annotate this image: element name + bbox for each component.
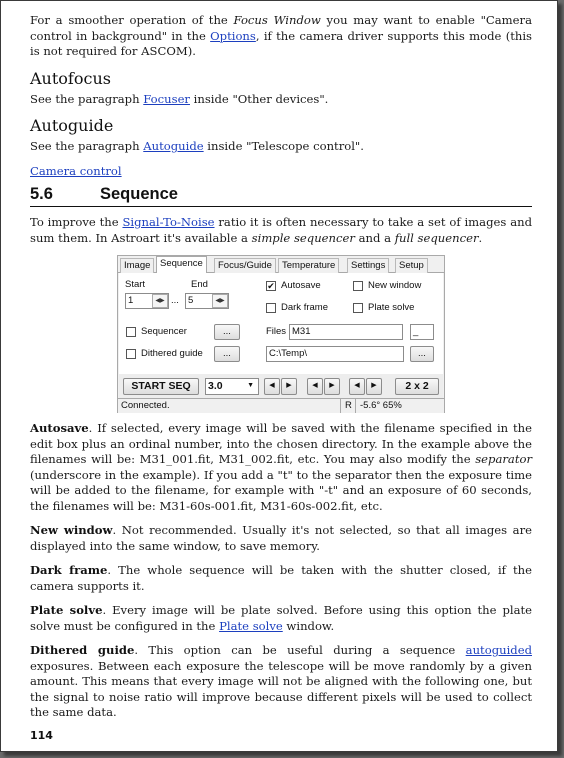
sequence-intro-paragraph bbox=[30, 215, 532, 246]
plate-solve-term: Plate solve bbox=[30, 603, 103, 617]
autoguide-heading: Autoguide bbox=[30, 116, 114, 135]
status-r: R bbox=[345, 400, 352, 411]
start-spinner-arrows-icon[interactable]: ◀▶ bbox=[152, 294, 168, 308]
dark-frame-checkbox[interactable] bbox=[266, 303, 276, 313]
status-divider bbox=[355, 399, 356, 413]
page-number: 114 bbox=[30, 729, 53, 742]
new-window-text: . Not recommended. Usually it's not selected, so that all images are displayed into the same window, to save memory. bbox=[30, 523, 532, 553]
intro-paragraph bbox=[30, 13, 532, 60]
dialog-tab-bar bbox=[118, 256, 444, 273]
tab-setup[interactable]: Setup bbox=[395, 258, 428, 273]
new-window-term: New window bbox=[30, 523, 113, 537]
separator-field[interactable]: _ bbox=[410, 324, 434, 340]
page-content bbox=[30, 13, 532, 730]
dithered-guide-text: exposures. Between each exposure the telescope will be move randomly by a given amount. This means that every image will not be aligned with the following one, but the signal to noise ratio will improve because different pixels will be used to collect the same data. bbox=[30, 658, 532, 719]
exposure-select[interactable] bbox=[205, 378, 259, 395]
plate-solve-link[interactable]: Plate solve bbox=[219, 618, 283, 633]
options-link[interactable]: Options bbox=[210, 28, 256, 43]
chevron-down-icon: ▼ bbox=[247, 382, 254, 389]
end-label: End bbox=[191, 279, 208, 290]
sequencer-label: Sequencer bbox=[141, 326, 187, 337]
move-down-arrow-icon[interactable]: ▶ bbox=[324, 378, 340, 395]
autoguide-paragraph bbox=[30, 139, 532, 155]
plate-solve-checkbox[interactable] bbox=[353, 303, 363, 313]
dithered-guide-checkbox[interactable] bbox=[126, 349, 136, 359]
files-field[interactable]: M31 bbox=[289, 324, 403, 340]
end-spinner-arrows-icon[interactable]: ◀▶ bbox=[212, 294, 228, 308]
autosave-checkbox[interactable]: ✔ bbox=[267, 281, 275, 291]
autosave-label: Autosave bbox=[281, 280, 321, 291]
autofocus-text: inside "Other devices". bbox=[189, 91, 329, 106]
simple-sequencer-term: simple sequencer bbox=[251, 230, 355, 245]
dark-frame-text: . The whole sequence will be taken with the shutter closed, if the camera supports it. bbox=[30, 563, 533, 593]
focus-in-arrow-icon[interactable]: ◀ bbox=[349, 378, 365, 395]
focus-out-arrow-icon[interactable]: ▶ bbox=[366, 378, 382, 395]
range-separator: ... bbox=[171, 295, 179, 306]
tab-settings[interactable]: Settings bbox=[347, 258, 389, 273]
dithered-guide-text: . This option can be useful during a sequence bbox=[134, 643, 466, 657]
autoguide-text: inside "Telescope control". bbox=[203, 139, 364, 153]
autosave-term: Autosave bbox=[30, 421, 89, 435]
sequence-dialog-screenshot bbox=[117, 255, 445, 413]
separator-term: separator bbox=[475, 452, 532, 466]
camera-control-link[interactable]: Camera control bbox=[30, 163, 122, 178]
autofocus-paragraph bbox=[30, 92, 532, 108]
sequence-intro-text: and a bbox=[354, 230, 395, 245]
plate-solve-text: window. bbox=[282, 618, 335, 633]
section-title: Sequence bbox=[100, 185, 178, 203]
move-left-arrow-icon[interactable]: ◀ bbox=[264, 378, 280, 395]
directory-browse-button[interactable]: ... bbox=[410, 346, 434, 362]
sequence-intro-text: ratio it is often necessary to take a set of images and sum them. In Astroart it's available a bbox=[30, 215, 532, 245]
dark-frame-paragraph bbox=[30, 563, 532, 594]
start-seq-button[interactable]: START SEQ bbox=[123, 378, 199, 395]
dark-frame-label: Dark frame bbox=[281, 302, 328, 313]
new-window-label: New window bbox=[368, 280, 422, 291]
full-sequencer-term: full sequencer bbox=[394, 230, 479, 245]
tab-temperature[interactable]: Temperature bbox=[278, 258, 339, 273]
section-number: 5.6 bbox=[30, 185, 53, 203]
binning-button[interactable]: 2 x 2 bbox=[395, 378, 439, 395]
new-window-paragraph bbox=[30, 523, 532, 554]
dithered-guide-term: Dithered guide bbox=[30, 643, 135, 657]
move-right-arrow-icon[interactable]: ▶ bbox=[281, 378, 297, 395]
status-text: Connected. bbox=[121, 400, 170, 411]
start-label: Start bbox=[125, 279, 146, 290]
status-temperature: -5.6° 65% bbox=[360, 400, 402, 411]
exposure-value: 3.0 bbox=[208, 380, 223, 392]
plate-solve-paragraph bbox=[30, 603, 532, 634]
sequencer-checkbox[interactable] bbox=[126, 327, 136, 337]
autosave-paragraph bbox=[30, 421, 532, 514]
dithered-guide-label: Dithered guide bbox=[141, 348, 203, 359]
move-up-arrow-icon[interactable]: ◀ bbox=[307, 378, 323, 395]
status-bar bbox=[118, 398, 444, 413]
autosave-text: (underscore in the example). If you add a "t" to the separator then the exposure time will be added to the filename, for example with "-t" and an exposure of 60 seconds, the filenames will be: M31-60s-001.fit, M31-60s-002.fit, etc. bbox=[30, 467, 532, 513]
intro-text: you may want to enable "Camera control in background" in the bbox=[30, 13, 532, 43]
dialog-toolbar bbox=[119, 374, 443, 398]
autofocus-heading: Autofocus bbox=[30, 68, 111, 88]
sequencer-browse-button[interactable]: ... bbox=[214, 324, 240, 340]
focuser-link[interactable]: Focuser bbox=[143, 91, 190, 106]
dithered-guide-paragraph bbox=[30, 643, 532, 721]
start-value: 1 bbox=[128, 295, 134, 306]
intro-text: For a smoother operation of the bbox=[30, 13, 234, 27]
tab-image[interactable]: Image bbox=[120, 258, 154, 273]
camera-control-paragraph bbox=[30, 164, 532, 180]
plate-solve-text: . Every image will be plate solved. Before using this option the plate solve must be configured in the bbox=[30, 603, 533, 633]
sequence-intro-text: . bbox=[478, 230, 483, 245]
focus-window-term: Focus Window bbox=[233, 13, 321, 27]
section-heading bbox=[30, 185, 532, 207]
plate-solve-label: Plate solve bbox=[368, 302, 415, 313]
autosave-text: . If selected, every image will be saved with the filename specified in the edit box plus an ordinal number, into the chosen directory. In the example above the filenames will be: M31_001.fit, M31_002.fit, etc. You may also modify the bbox=[30, 421, 532, 466]
end-value: 5 bbox=[188, 295, 194, 306]
autoguide-text: See the paragraph bbox=[30, 139, 144, 153]
autoguided-link[interactable]: autoguided bbox=[465, 643, 532, 657]
files-label: Files bbox=[266, 326, 287, 337]
autofocus-text: See the paragraph bbox=[30, 91, 144, 106]
sequence-pane bbox=[119, 273, 443, 374]
tab-focus-guide[interactable]: Focus/Guide bbox=[214, 258, 276, 273]
autoguide-link[interactable]: Autoguide bbox=[143, 139, 204, 153]
dithered-guide-settings-button[interactable]: ... bbox=[214, 346, 240, 362]
sequence-intro-text: To improve the bbox=[30, 215, 123, 229]
status-divider bbox=[340, 399, 341, 413]
directory-field[interactable]: C:\Temp\ bbox=[266, 346, 404, 362]
intro-text: , if the camera driver supports this mode (this is not required for ASCOM). bbox=[30, 28, 533, 58]
dark-frame-term: Dark frame bbox=[30, 563, 108, 577]
tab-sequence[interactable]: Sequence bbox=[156, 256, 207, 274]
signal-to-noise-link[interactable]: Signal-To-Noise bbox=[122, 215, 215, 229]
new-window-checkbox[interactable] bbox=[353, 281, 363, 291]
